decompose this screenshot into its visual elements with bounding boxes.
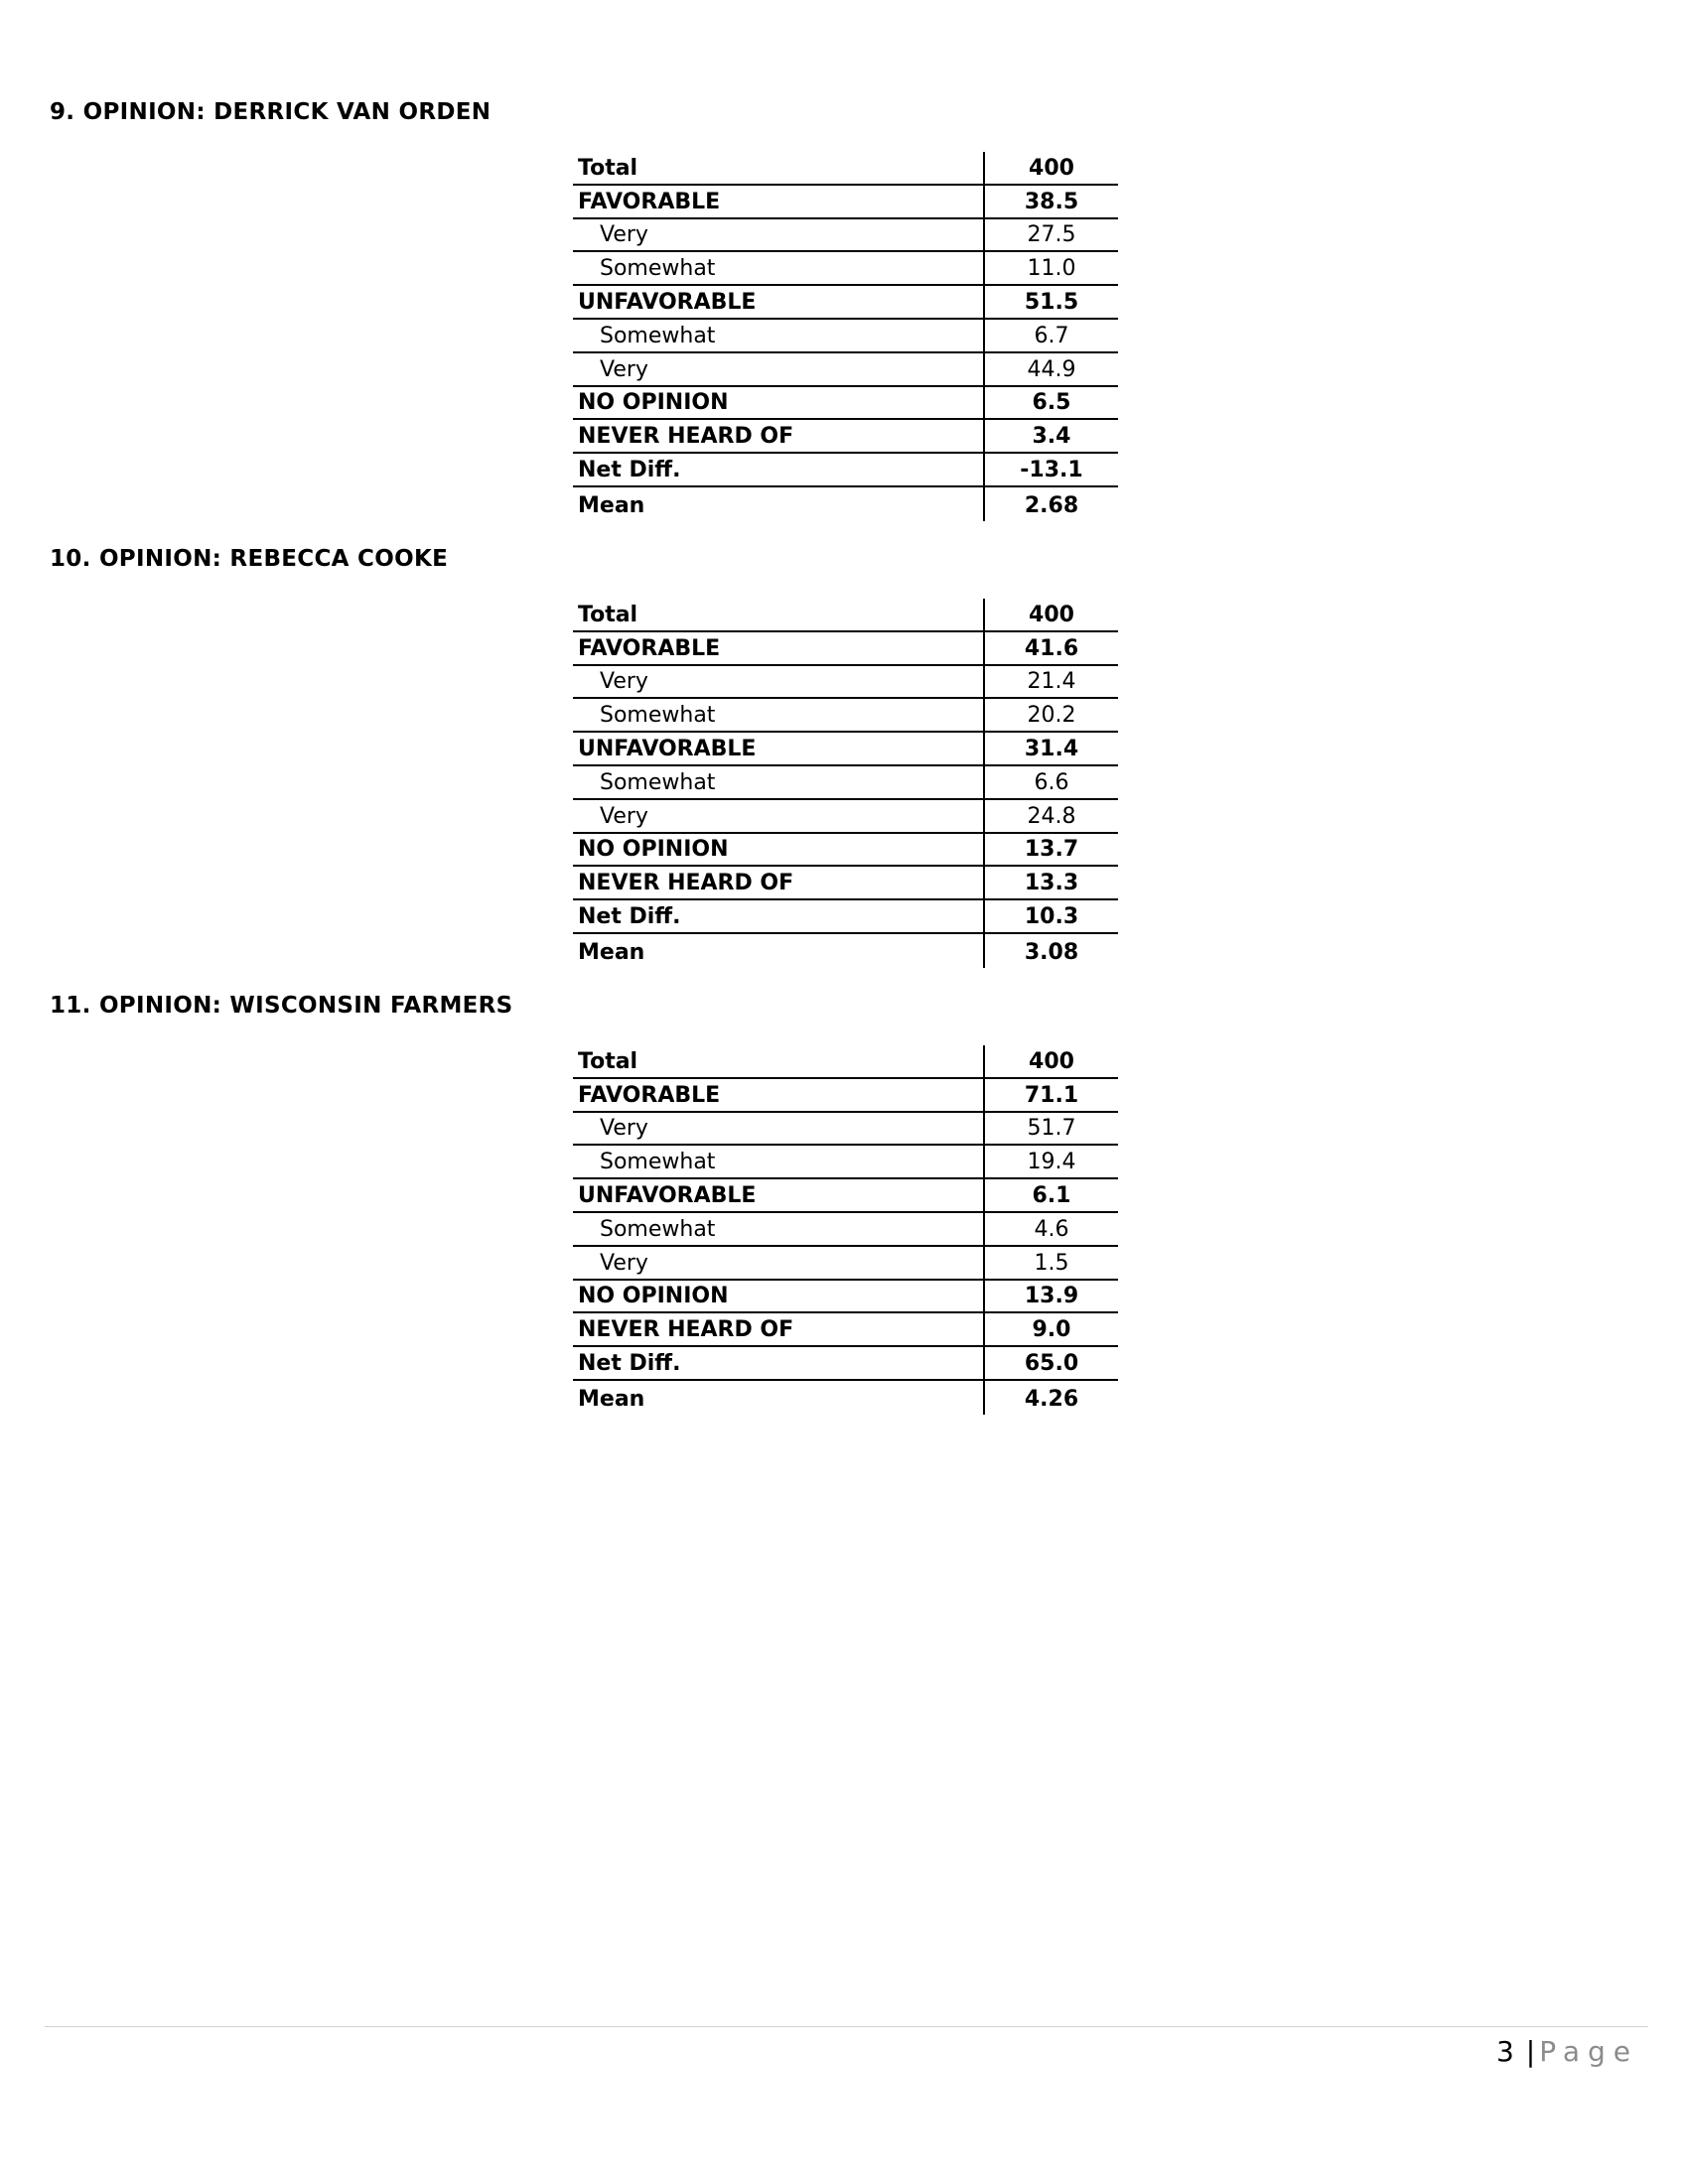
row-value: 1.5 bbox=[1034, 1250, 1069, 1276]
row-label: Total bbox=[578, 602, 638, 627]
table-row bbox=[573, 420, 1118, 454]
row-value: 3.4 bbox=[1032, 424, 1071, 450]
table-row bbox=[573, 1313, 1118, 1347]
table-row bbox=[573, 666, 1118, 700]
row-label: Net Diff. bbox=[578, 1350, 681, 1376]
row-value: 51.5 bbox=[1024, 289, 1079, 315]
row-value: 31.4 bbox=[1024, 736, 1079, 761]
row-label: Mean bbox=[578, 1386, 645, 1412]
row-value: 27.5 bbox=[1027, 222, 1076, 248]
page-footer bbox=[1496, 2035, 1638, 2068]
table-row bbox=[573, 1146, 1118, 1179]
row-value: 41.6 bbox=[1024, 635, 1079, 661]
table-row bbox=[573, 1079, 1118, 1113]
row-label: UNFAVORABLE bbox=[578, 289, 757, 315]
table-row bbox=[573, 252, 1118, 286]
table-row bbox=[573, 1113, 1118, 1147]
row-label: FAVORABLE bbox=[578, 635, 721, 661]
row-value: 51.7 bbox=[1027, 1116, 1076, 1142]
row-label: Very bbox=[600, 1250, 648, 1276]
table-row bbox=[573, 834, 1118, 868]
question-heading: 11. OPINION: WISCONSIN FARMERS bbox=[50, 993, 513, 1019]
row-label: Total bbox=[578, 1048, 638, 1074]
row-value: 44.9 bbox=[1027, 356, 1076, 382]
table-row bbox=[573, 387, 1118, 421]
row-value: 20.2 bbox=[1027, 703, 1076, 729]
row-value: 9.0 bbox=[1032, 1317, 1071, 1343]
page-label: Page bbox=[1539, 2035, 1638, 2068]
row-value: 13.3 bbox=[1024, 871, 1079, 896]
row-value: 400 bbox=[1029, 155, 1074, 181]
table-row bbox=[573, 699, 1118, 733]
row-label: UNFAVORABLE bbox=[578, 1182, 757, 1208]
table-row bbox=[573, 632, 1118, 666]
table-row bbox=[573, 152, 1118, 186]
row-value: 65.0 bbox=[1024, 1350, 1079, 1376]
row-label: Total bbox=[578, 155, 638, 181]
table-row bbox=[573, 1247, 1118, 1281]
row-value: 4.6 bbox=[1034, 1216, 1069, 1242]
row-value: 38.5 bbox=[1024, 189, 1079, 214]
row-label: FAVORABLE bbox=[578, 189, 721, 214]
row-value: 19.4 bbox=[1027, 1150, 1076, 1175]
table-row bbox=[573, 733, 1118, 766]
question-heading: 9. OPINION: DERRICK VAN ORDEN bbox=[50, 99, 492, 125]
table-row bbox=[573, 1347, 1118, 1381]
row-label: Somewhat bbox=[600, 256, 716, 282]
row-label: Somewhat bbox=[600, 1216, 716, 1242]
row-label: Very bbox=[600, 222, 648, 248]
results-table bbox=[573, 152, 1118, 521]
table-row bbox=[573, 186, 1118, 219]
row-label: NEVER HEARD OF bbox=[578, 424, 794, 450]
row-value: 13.9 bbox=[1024, 1284, 1079, 1309]
table-row bbox=[573, 1381, 1118, 1415]
row-value: 6.5 bbox=[1032, 390, 1071, 416]
page-number: 3 bbox=[1495, 2035, 1514, 2068]
row-value: 10.3 bbox=[1024, 903, 1079, 929]
results-table bbox=[573, 1045, 1118, 1415]
row-value: 11.0 bbox=[1027, 256, 1076, 282]
row-value: 400 bbox=[1029, 1048, 1074, 1074]
row-value: 21.4 bbox=[1027, 669, 1076, 695]
question-heading: 10. OPINION: REBECCA COOKE bbox=[50, 546, 449, 572]
table-row bbox=[573, 934, 1118, 968]
row-value: 3.08 bbox=[1024, 939, 1079, 965]
footer-divider bbox=[45, 2026, 1648, 2027]
row-label: Somewhat bbox=[600, 1150, 716, 1175]
row-label: Very bbox=[600, 1116, 648, 1142]
table-row bbox=[573, 766, 1118, 800]
row-value: 2.68 bbox=[1024, 492, 1079, 518]
table-row bbox=[573, 320, 1118, 353]
row-label: Somewhat bbox=[600, 769, 716, 795]
row-value: 400 bbox=[1029, 602, 1074, 627]
table-row bbox=[573, 353, 1118, 387]
row-label: Net Diff. bbox=[578, 903, 681, 929]
table-row bbox=[573, 1213, 1118, 1247]
row-label: NO OPINION bbox=[578, 837, 729, 863]
row-value: 4.26 bbox=[1024, 1386, 1079, 1412]
row-value: 6.7 bbox=[1034, 323, 1069, 348]
row-label: Very bbox=[600, 356, 648, 382]
row-label: Very bbox=[600, 669, 648, 695]
row-label: Net Diff. bbox=[578, 457, 681, 482]
table-row bbox=[573, 454, 1118, 487]
row-value: 24.8 bbox=[1027, 803, 1076, 829]
row-label: NO OPINION bbox=[578, 390, 729, 416]
row-value: 6.6 bbox=[1034, 769, 1069, 795]
row-label: Somewhat bbox=[600, 703, 716, 729]
table-row bbox=[573, 800, 1118, 834]
row-value: 6.1 bbox=[1032, 1182, 1071, 1208]
row-label: Mean bbox=[578, 492, 645, 518]
row-label: Mean bbox=[578, 939, 645, 965]
table-row bbox=[573, 900, 1118, 934]
table-row bbox=[573, 286, 1118, 320]
row-label: UNFAVORABLE bbox=[578, 736, 757, 761]
row-label: NEVER HEARD OF bbox=[578, 871, 794, 896]
row-label: Somewhat bbox=[600, 323, 716, 348]
table-row bbox=[573, 1179, 1118, 1213]
table-row bbox=[573, 219, 1118, 253]
row-value: 71.1 bbox=[1024, 1082, 1079, 1108]
row-label: NEVER HEARD OF bbox=[578, 1317, 794, 1343]
table-row bbox=[573, 867, 1118, 900]
row-value: -13.1 bbox=[1020, 457, 1083, 482]
table-row bbox=[573, 487, 1118, 521]
table-row bbox=[573, 599, 1118, 632]
results-table bbox=[573, 599, 1118, 968]
footer-separator: | bbox=[1525, 2035, 1536, 2068]
row-label: Very bbox=[600, 803, 648, 829]
table-row bbox=[573, 1281, 1118, 1314]
row-label: FAVORABLE bbox=[578, 1082, 721, 1108]
table-row bbox=[573, 1045, 1118, 1079]
row-value: 13.7 bbox=[1024, 837, 1079, 863]
row-label: NO OPINION bbox=[578, 1284, 729, 1309]
